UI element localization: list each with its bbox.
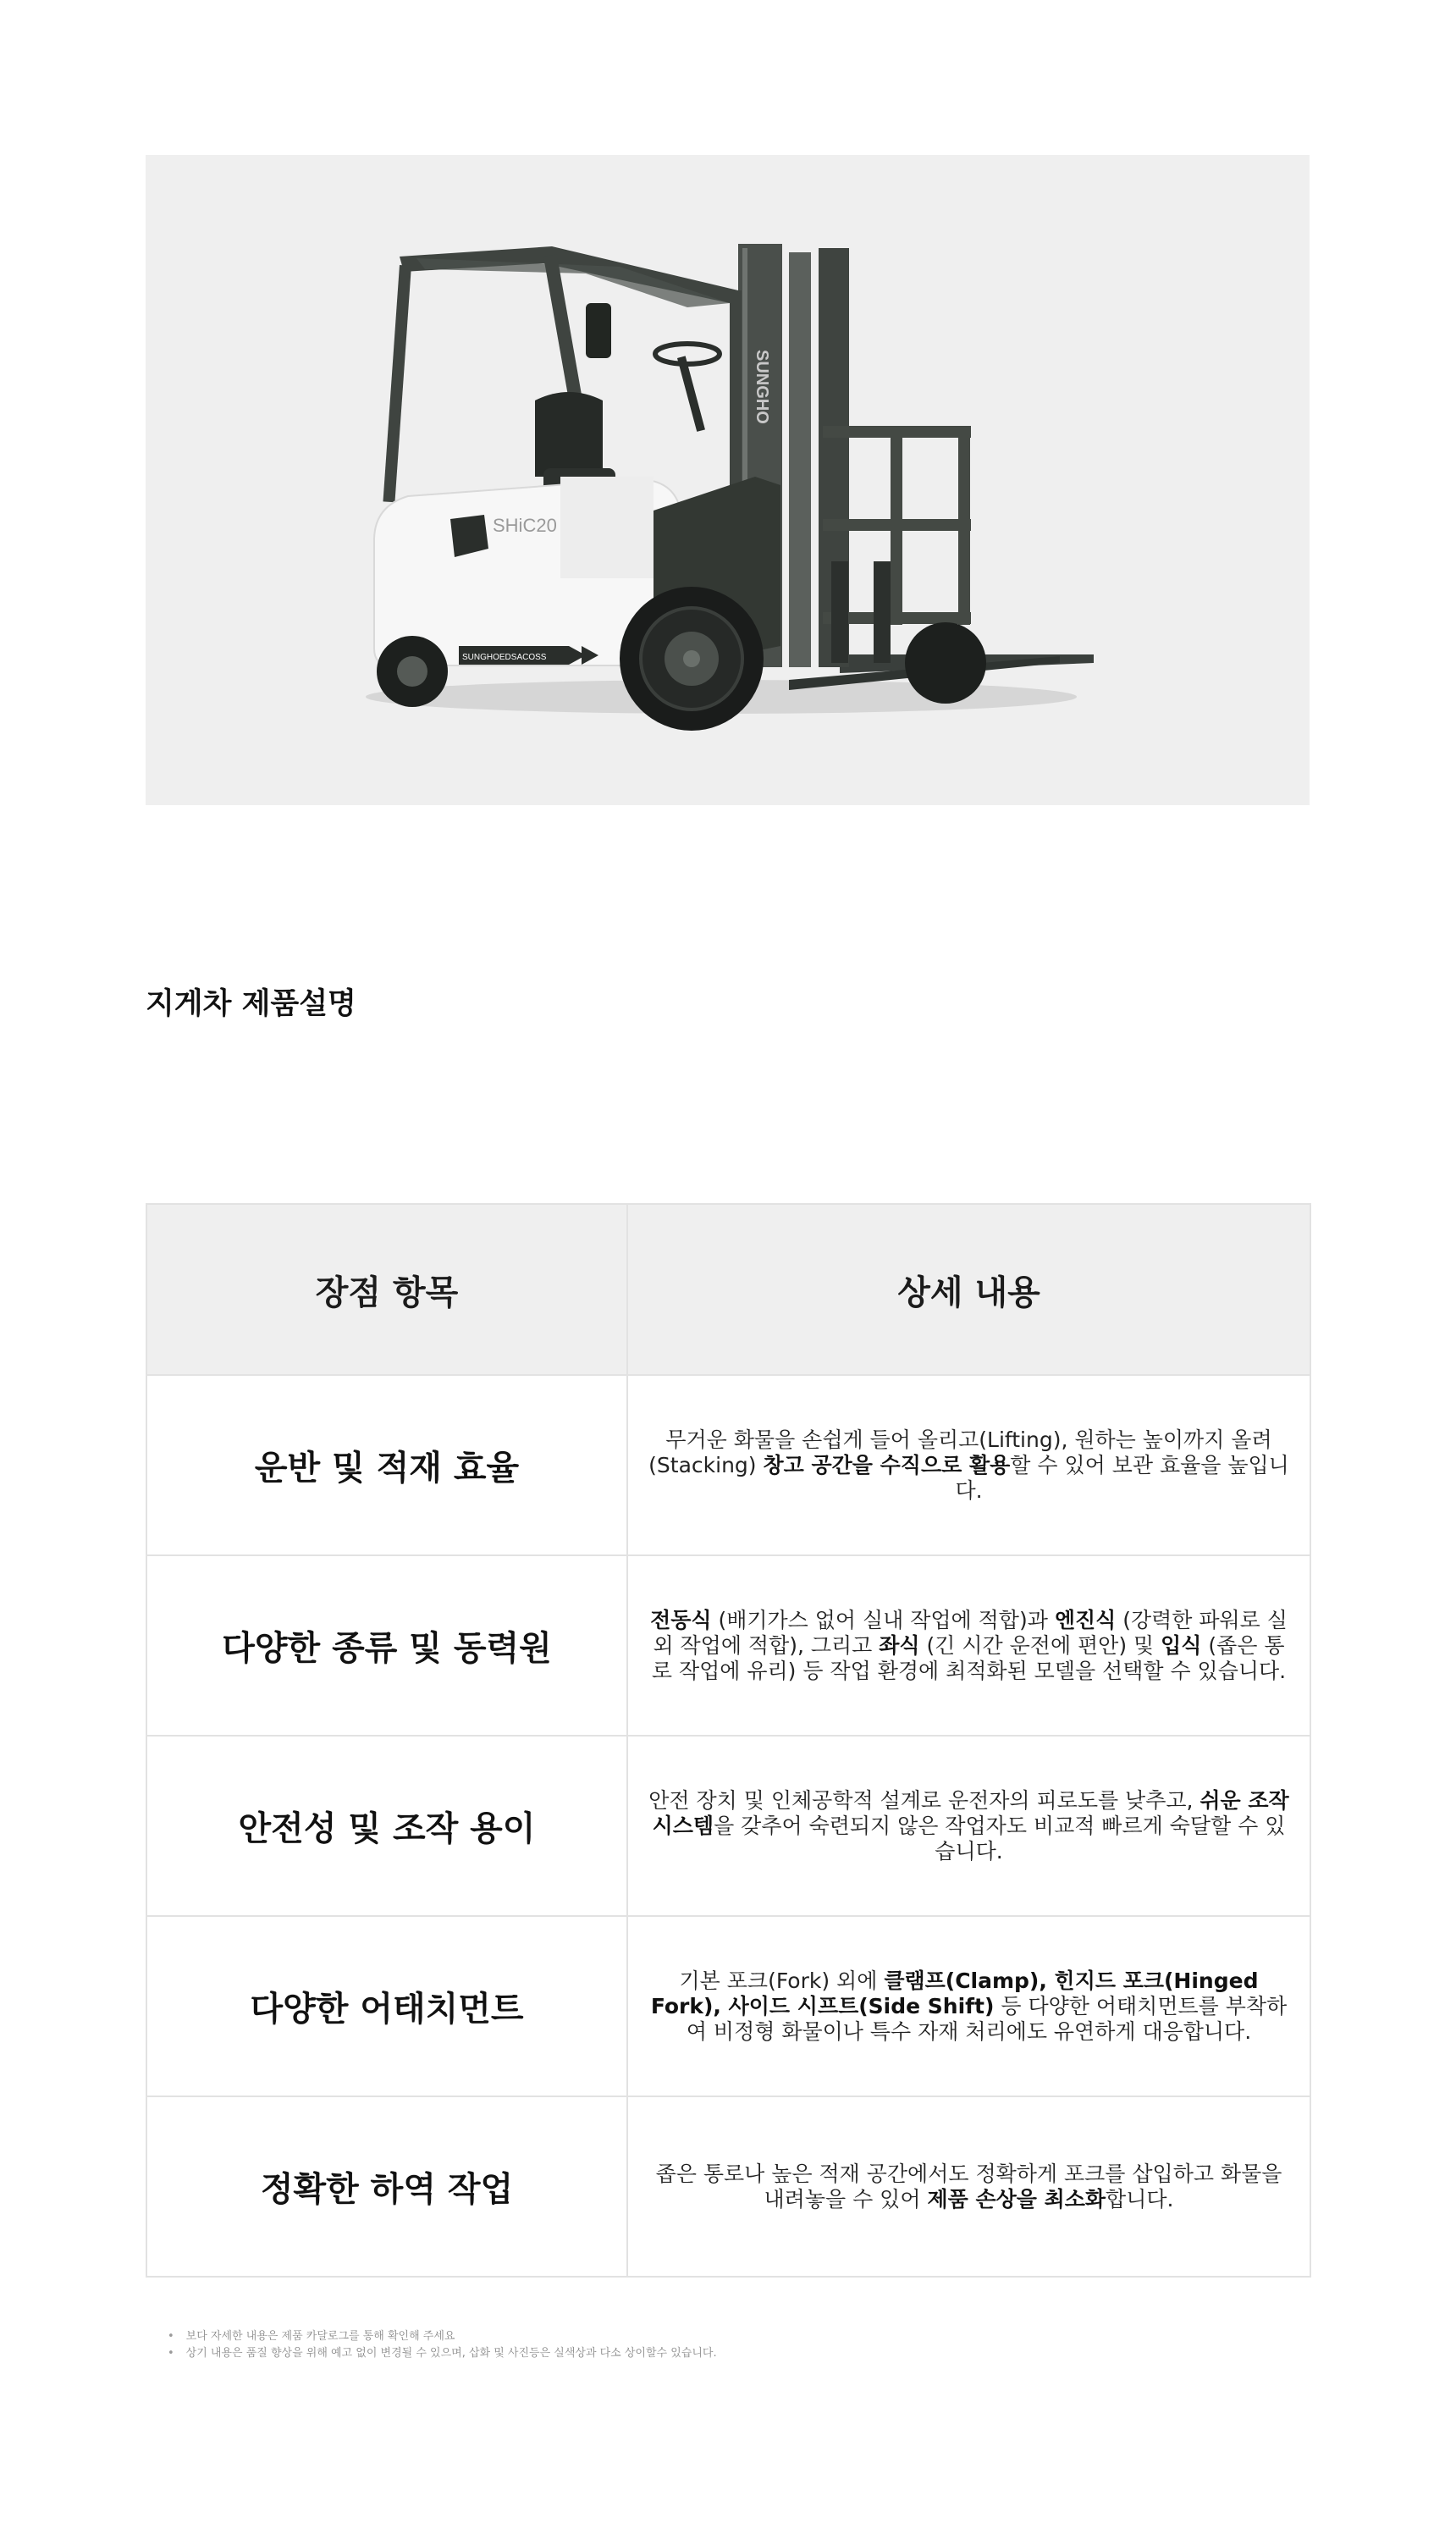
- table-row: [146, 1736, 1310, 1916]
- detail-text: 기본 포크(Fork) 외에: [679, 1968, 885, 1993]
- table-row: [146, 1375, 1310, 1555]
- decal-label: SUNGHOEDSACOSS: [462, 653, 547, 662]
- detail-text: (긴 시간 운전에 편안) 및: [919, 1632, 1161, 1658]
- detail-highlight: 쉬운 조작 시스템: [652, 1787, 1289, 1838]
- detail-cell: [627, 1916, 1310, 2096]
- detail-highlight: 좌식: [879, 1632, 920, 1658]
- feature-cell: 다양한 어태치먼트: [146, 1916, 627, 2096]
- forklift-illustration: [146, 155, 1310, 805]
- detail-text: 좁은 통로나 높은 적재 공간에서도 정확하게 포크를 삽입하고 화물을 내려놓을 수 있어: [655, 2161, 1282, 2211]
- footnotes: [168, 2328, 717, 2362]
- detail-text: 합니다.: [1106, 2186, 1174, 2211]
- header-detail: 상세 내용: [627, 1204, 1310, 1375]
- detail-text: (좁은 통로 작업에 유리) 등 작업 환경에 최적화된 모델을 선택할 수 있습니다.: [651, 1632, 1287, 1683]
- model-label: SHiC20: [493, 515, 557, 536]
- detail-text: 안전 장치 및 인체공학적 설계로 운전자의 피로도를 낮추고,: [648, 1787, 1200, 1813]
- table-body: [146, 1375, 1310, 2277]
- detail-text: 할 수 있어 보관 효율을 높입니다.: [955, 1452, 1289, 1503]
- detail-text: 등 다양한 어태치먼트를 부착하여 비정형 화물이나 특수 자재 처리에도 유연하게 대응합니다.: [686, 1993, 1288, 2044]
- detail-cell: [627, 2096, 1310, 2277]
- product-advantages-table: [146, 1203, 1311, 2278]
- mast-brand-label: SUNGHO: [753, 350, 771, 424]
- header-feature: 장점 항목: [146, 1204, 627, 1375]
- detail-highlight: 제품 손상을 최소화: [927, 2186, 1106, 2211]
- detail-cell: [627, 1375, 1310, 1555]
- feature-cell: 안전성 및 조작 용이: [146, 1736, 627, 1916]
- footnote: • 보다 자세한 내용은 제품 카달로그를 통해 확인해 주세요: [168, 2328, 717, 2345]
- feature-cell: 운반 및 적재 효율: [146, 1375, 627, 1555]
- detail-highlight: 입식: [1161, 1632, 1202, 1658]
- page-title: 지게차 제품설명: [146, 987, 356, 1021]
- feature-cell: 정확한 하역 작업: [146, 2096, 627, 2277]
- detail-cell: [627, 1736, 1310, 1916]
- detail-highlight: 창고 공간을 수직으로 활용: [763, 1452, 1011, 1477]
- detail-text: 무거운 화물을 손쉽게 들어 올리고(Lifting), 원하는 높이까지 올려(Stacking): [648, 1427, 1272, 1477]
- detail-text: 을 갖추어 숙련되지 않은 작업자도 비교적 빠르게 숙달할 수 있습니다.: [714, 1813, 1286, 1864]
- detail-highlight: 전동식: [650, 1607, 712, 1632]
- table-header-row: [146, 1204, 1310, 1375]
- detail-text: (배기가스 없어 실내 작업에 적합)과: [711, 1607, 1055, 1632]
- detail-highlight: 클램프(Clamp), 힌지드 포크(Hinged Fork), 사이드 시프트(Side Shift): [650, 1968, 1259, 2018]
- table-row: [146, 1916, 1310, 2096]
- product-image: [146, 155, 1310, 805]
- detail-cell: [627, 1555, 1310, 1736]
- detail-text: (강력한 파워로 실외 작업에 적합), 그리고: [653, 1607, 1288, 1658]
- footnote: • 상기 내용은 품질 향상을 위해 예고 없이 변경될 수 있으며, 삽화 및 사진등은 실색상과 다소 상이할수 있습니다.: [168, 2345, 717, 2362]
- table-row: [146, 1555, 1310, 1736]
- detail-highlight: 엔진식: [1054, 1607, 1117, 1632]
- table-row: [146, 2096, 1310, 2277]
- feature-cell: 다양한 종류 및 동력원: [146, 1555, 627, 1736]
